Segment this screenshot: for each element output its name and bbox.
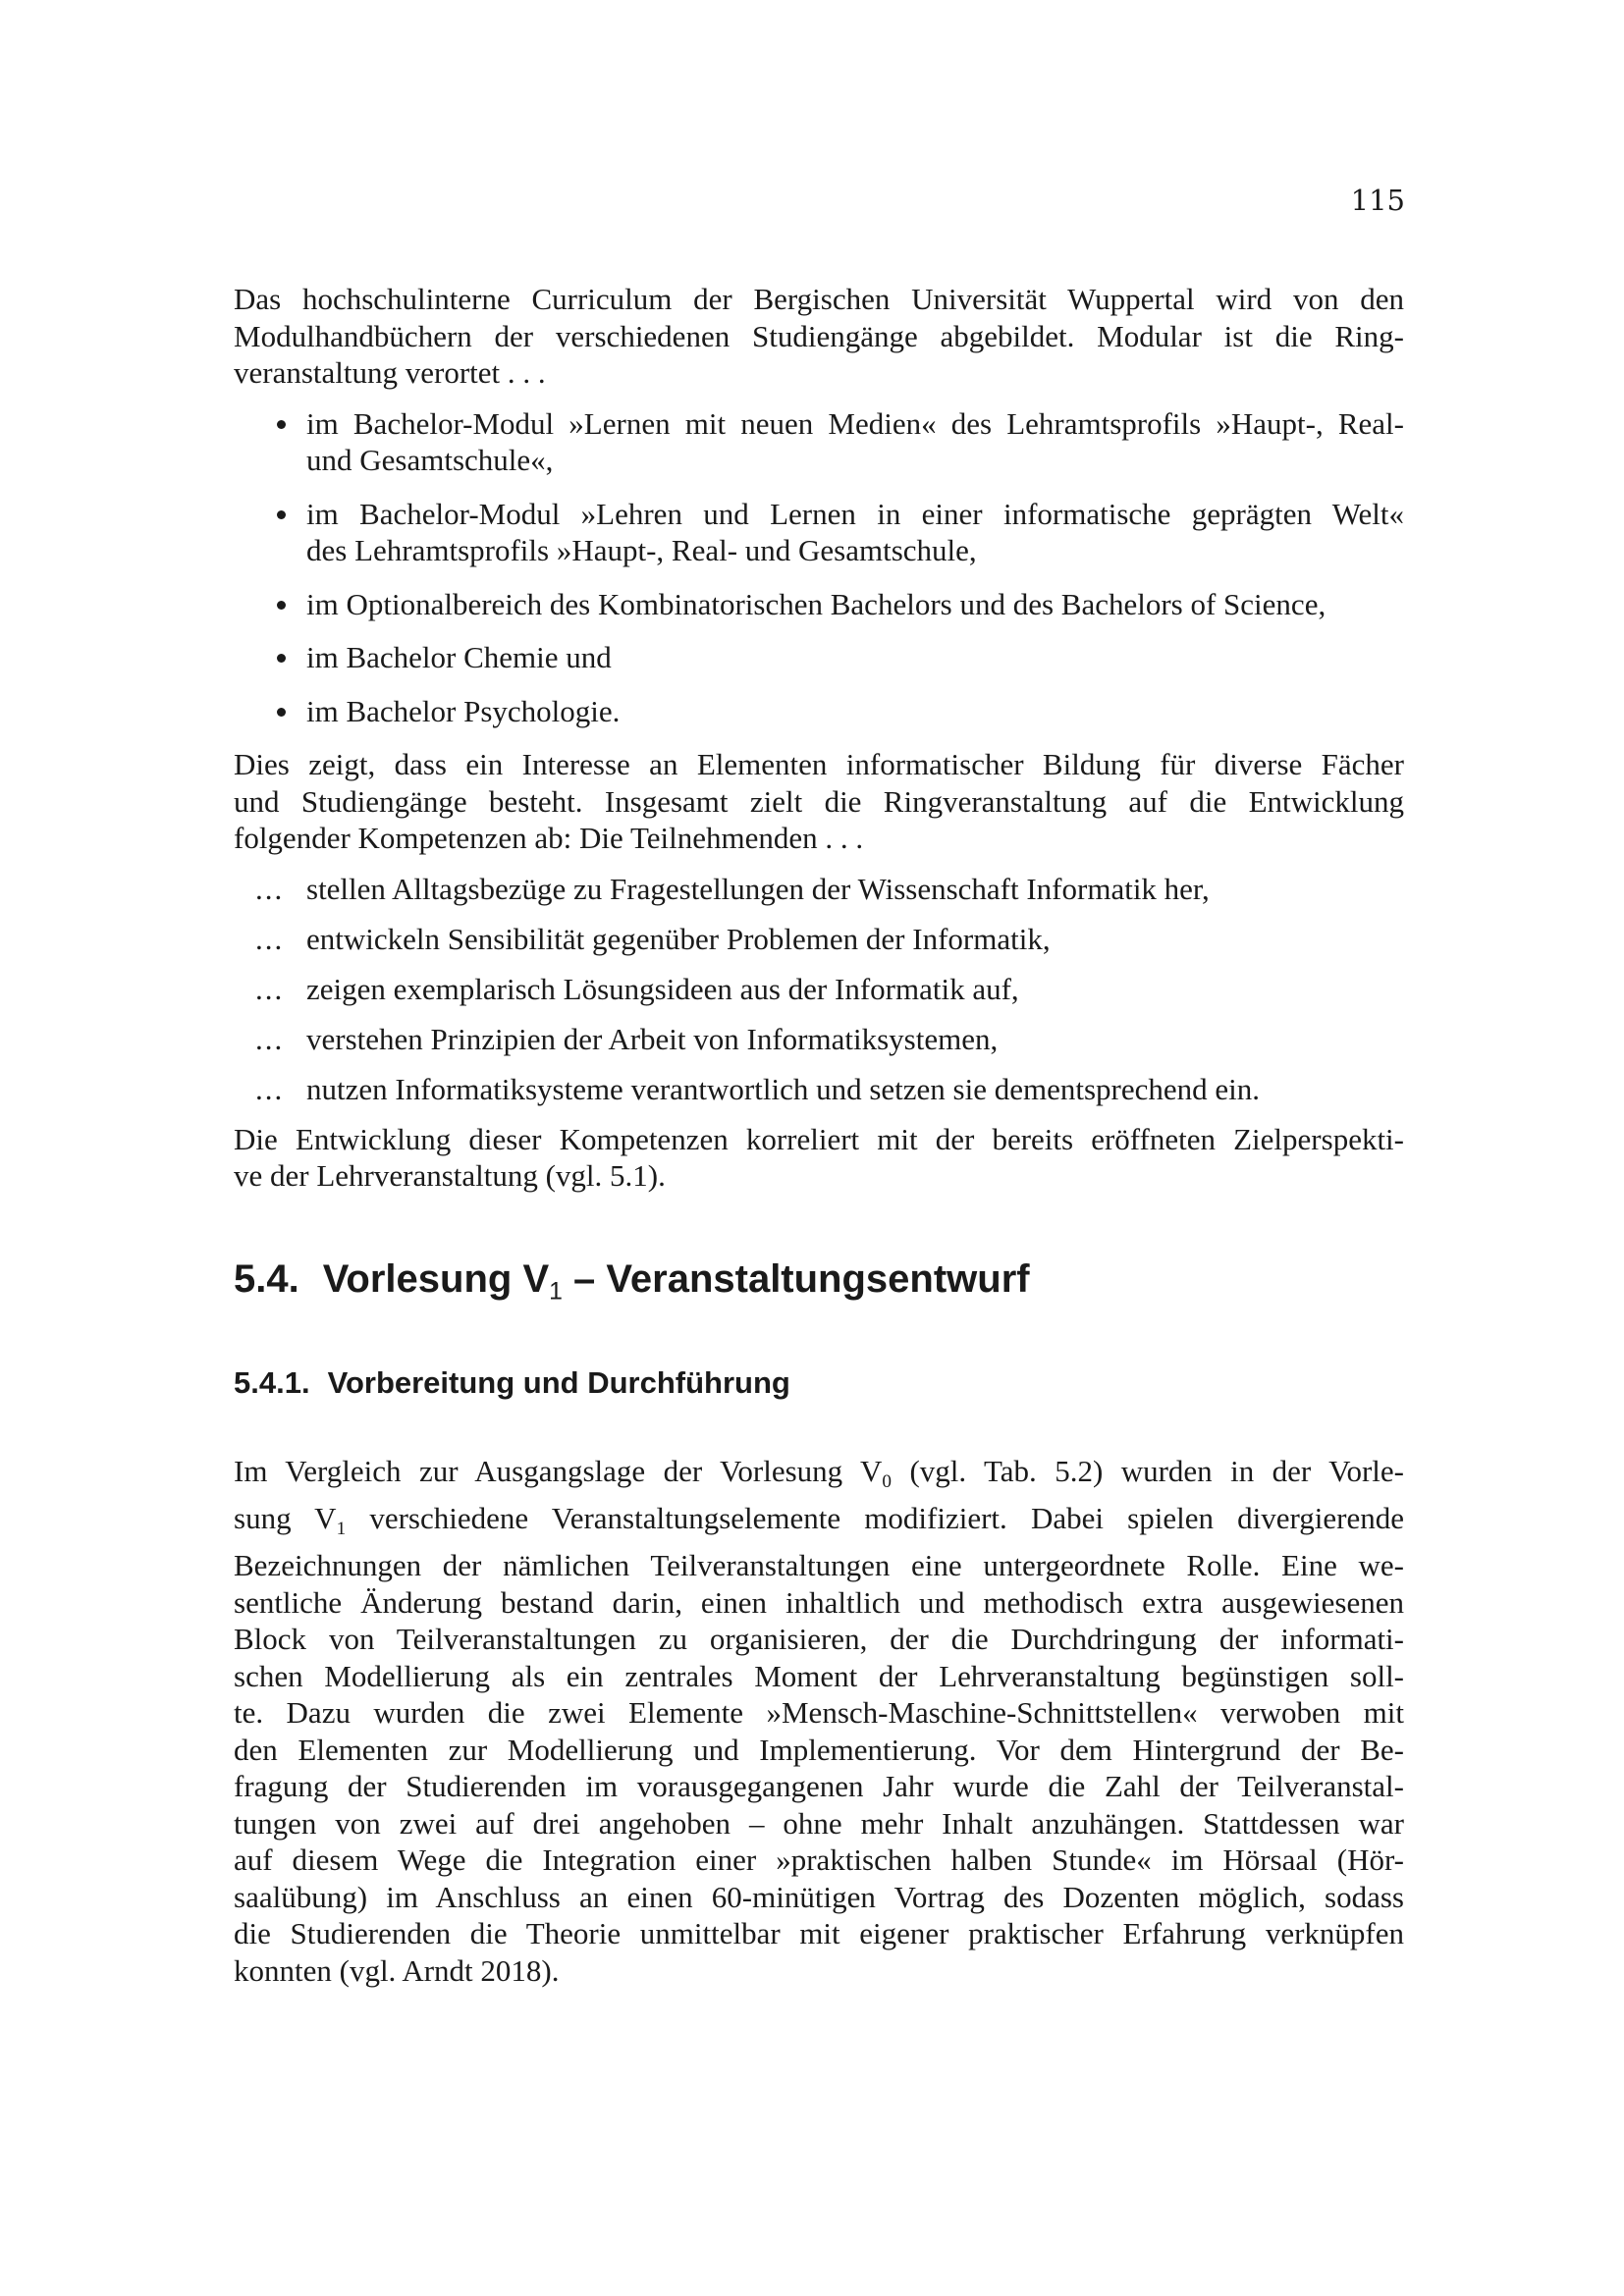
- bullet-icon: [277, 601, 286, 610]
- section-number: 5.4.: [234, 1256, 299, 1301]
- list-item: [234, 405, 1404, 479]
- main-paragraph: [234, 1453, 1404, 1990]
- paragraph-line: und Studiengänge besteht. Insgesamt zielt die Ringveranstaltung auf die Entwicklung: [234, 783, 1404, 819]
- list-item-text: nutzen Informatiksysteme verantwortlich und setzen sie dementsprechend ein.: [306, 1071, 1261, 1106]
- subscript: 1: [336, 1518, 347, 1539]
- paragraph-line: sentliche Änderung bestand darin, einen inhaltlich und methodisch extra ausgewiesenen: [234, 1584, 1404, 1620]
- text-column: [234, 281, 1404, 1989]
- ellipsis-marker: ...: [255, 871, 285, 906]
- section-title-subscript: 1: [549, 1277, 563, 1305]
- paragraph-line: Bezeichnungen der nämlichen Teilveranstaltungen eine untergeordnete Rolle. Eine we-: [234, 1548, 1404, 1583]
- list-item-text: zeigen exemplarisch Lösungsideen aus der Informatik auf,: [306, 971, 1019, 1006]
- section-title-pre: Vorlesung V: [322, 1256, 550, 1301]
- subsection-number: 5.4.1.: [234, 1364, 310, 1400]
- list-item-text: verstehen Prinzipien der Arbeit von Informatiksystemen,: [306, 1021, 999, 1056]
- ellipsis-marker: ...: [255, 971, 285, 1006]
- bullet-icon: [277, 420, 286, 429]
- list-item-line: im Bachelor Psychologie.: [306, 693, 621, 728]
- list-item: [234, 1021, 1404, 1058]
- section-title: [323, 1255, 1030, 1315]
- module-bullet-list: [234, 405, 1404, 730]
- bullet-icon: [277, 654, 286, 663]
- line-text: verschiedene Veranstaltungselemente modifiziert. Dabei spielen divergierende: [346, 1501, 1404, 1536]
- list-item-line: im Bachelor-Modul »Lehren und Lernen in einer informatische geprägten Welt«: [306, 496, 1404, 531]
- paragraph-line: ve der Lehrveranstaltung (vgl. 5.1).: [234, 1158, 666, 1193]
- list-item: [234, 971, 1404, 1008]
- list-item: [234, 921, 1404, 958]
- list-item: [234, 496, 1404, 569]
- paragraph-line: Die Entwicklung dieser Kompetenzen korreliert mit der bereits eröffneten Zielperspekti-: [234, 1121, 1404, 1156]
- paragraph-line: te. Dazu wurden die zwei Elemente »Mensch-Maschine-Schnittstellen« verwoben mit: [234, 1695, 1404, 1731]
- bullet-icon: [277, 708, 286, 717]
- paragraph-line: tungen von zwei auf drei angehoben – ohne mehr Inhalt anzuhängen. Stattdessen war: [234, 1805, 1404, 1841]
- list-item-line: im Optionalbereich des Kombinatorischen Bachelors und des Bachelors of Science,: [306, 586, 1326, 621]
- section-title-post: – Veranstaltungsentwurf: [562, 1256, 1030, 1301]
- paragraph-line: [234, 1500, 1404, 1547]
- paragraph-line: auf diesem Wege die Integration einer »praktischen halben Stunde« im Hörsaal (Hör-: [234, 1842, 1404, 1878]
- paragraph-line: Block von Teilveranstaltungen zu organisieren, der die Durchdringung der informati-: [234, 1622, 1404, 1657]
- list-item-text: stellen Alltagsbezüge zu Fragestellungen der Wissenschaft Informatik her,: [306, 871, 1210, 906]
- list-item-text: entwickeln Sensibilität gegenüber Problemen der Informatik,: [306, 921, 1051, 956]
- paragraph-line: saalübung) im Anschluss an einen 60-minütigen Vortrag des Dozenten möglich, sodass: [234, 1879, 1404, 1914]
- list-item: [234, 871, 1404, 908]
- paragraph-line: die Studierenden die Theorie unmittelbar mit eigener praktischer Erfahrung verknüpfen: [234, 1916, 1404, 1951]
- paragraph-line: Modulhandbüchern der verschiedenen Studiengänge abgebildet. Modular ist die Ring-: [234, 318, 1404, 353]
- subscript: 0: [882, 1470, 893, 1492]
- competence-paragraph: [234, 746, 1404, 857]
- paragraph-line: [234, 1453, 1404, 1500]
- paragraph-line: den Elementen zur Modellierung und Implementierung. Vor dem Hintergrund der Be-: [234, 1732, 1404, 1767]
- closing-paragraph: [234, 1121, 1404, 1195]
- paragraph-line: Dies zeigt, dass ein Interesse an Elementen informatischer Bildung für diverse Fächer: [234, 747, 1404, 781]
- paragraph-line: folgender Kompetenzen ab: Die Teilnehmenden . . .: [234, 821, 864, 855]
- ellipsis-marker: ...: [255, 1071, 285, 1106]
- ellipsis-marker: ...: [255, 921, 285, 956]
- line-text: Im Vergleich zur Ausgangslage der Vorlesung V: [234, 1453, 883, 1488]
- ellipsis-marker: ...: [255, 1021, 285, 1056]
- paragraph-line: konnten (vgl. Arndt 2018).: [234, 1952, 560, 1988]
- section-heading: [234, 1255, 1404, 1315]
- list-item: [234, 639, 1404, 676]
- line-text: sung V: [234, 1501, 337, 1536]
- paragraph-line: veranstaltung verortet . . .: [234, 355, 546, 390]
- line-text: (vgl. Tab. 5.2) wurden in der Vorle-: [892, 1453, 1404, 1488]
- bullet-icon: [277, 510, 286, 519]
- paragraph-line: fragung der Studierenden im vorausgegangenen Jahr wurde die Zahl der Teilveranstal-: [234, 1769, 1404, 1804]
- list-item: [234, 693, 1404, 730]
- list-item-line: im Bachelor-Modul »Lernen mit neuen Medien« des Lehramtsprofils »Haupt-, Real-: [306, 405, 1404, 441]
- paragraph-line: Das hochschulinterne Curriculum der Bergischen Universität Wuppertal wird von den: [234, 282, 1404, 316]
- list-item: [234, 1071, 1404, 1108]
- list-item-line: und Gesamtschule«,: [306, 443, 554, 477]
- list-item: [234, 586, 1404, 623]
- competence-list: [234, 871, 1404, 1108]
- list-item-line: im Bachelor Chemie und: [306, 640, 612, 674]
- list-item-line: des Lehramtsprofils »Haupt-, Real- und Gesamtschule,: [306, 533, 977, 567]
- paragraph-line: schen Modellierung als ein zentrales Moment der Lehrveranstaltung begünstigen soll-: [234, 1658, 1404, 1693]
- subsection-heading: [234, 1364, 1404, 1402]
- subsection-title: Vorbereitung und Durchführung: [327, 1364, 790, 1400]
- page-number: 115: [1350, 184, 1405, 217]
- intro-paragraph: [234, 281, 1404, 392]
